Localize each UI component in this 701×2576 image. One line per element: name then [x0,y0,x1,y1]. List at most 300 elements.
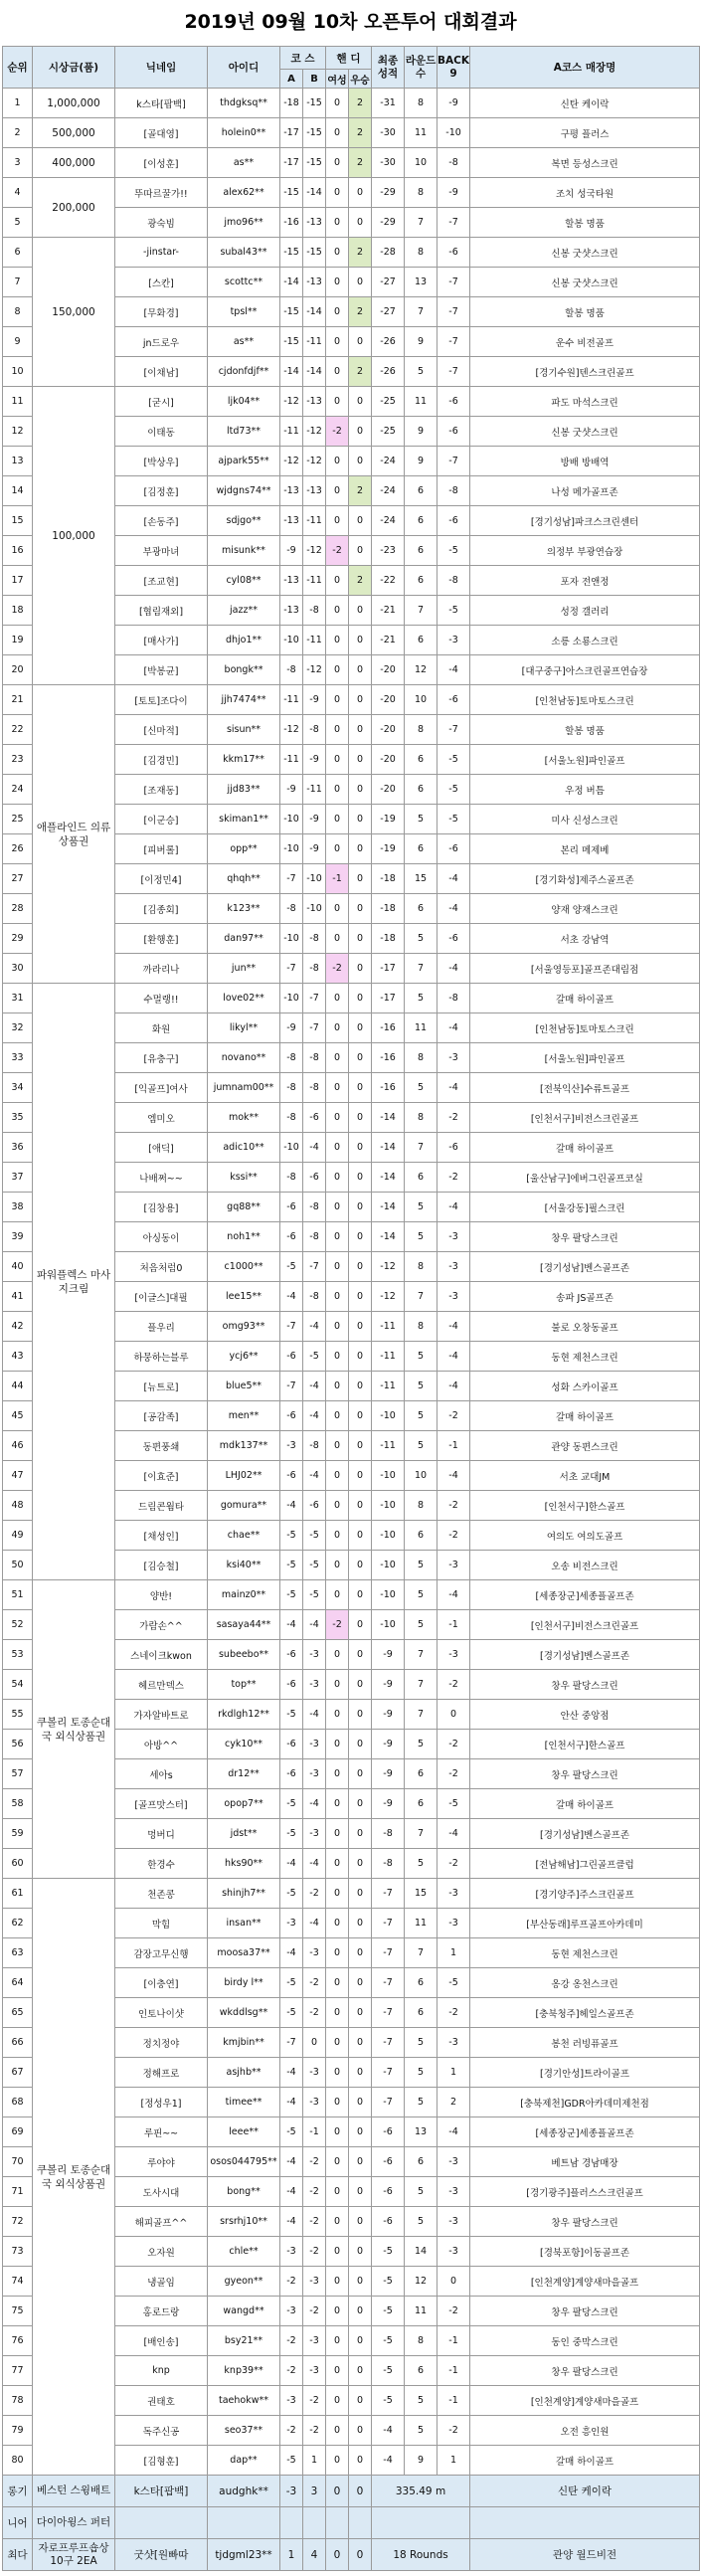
hc-winner-cell: 0 [349,715,372,745]
award-prize: 베스턴 스윙배트 [33,2476,115,2507]
hc-female-cell: 0 [326,1461,349,1491]
hc-winner-cell: 0 [349,1551,372,1580]
course-b-cell: -11 [303,626,326,655]
award-hc-female: 0 [326,2539,349,2571]
table-row [3,685,700,715]
venue-cell: [전남해남]그린골프클럽 [470,1849,700,1879]
hc-winner-cell: 0 [349,2058,372,2088]
back9-cell: -3 [438,626,470,655]
rank-cell: 5 [3,208,33,238]
venue-cell: [세종장군]세종플골프존 [470,1580,700,1610]
rank-cell: 1 [3,89,33,118]
rounds-cell: 7 [405,208,438,238]
venue-cell: [경기성남]벤스골프존 [470,1252,700,1282]
hc-female-cell: 0 [326,1491,349,1521]
rounds-cell: 10 [405,1461,438,1491]
prize-cell: 1,000,000 [33,89,115,118]
nickname-cell: 홍로드랑 [115,2297,208,2326]
course-a-cell: -5 [280,1879,303,1909]
venue-cell: 관양 동편스크린 [470,1431,700,1461]
final-cell: -27 [372,297,405,327]
header-final: 최종 성적 [372,47,405,89]
rounds-cell: 8 [405,89,438,118]
hc-female-cell: 0 [326,1103,349,1133]
hc-winner-cell: 0 [349,1491,372,1521]
venue-cell: 갈매 하이골프 [470,984,700,1013]
course-b-cell: -15 [303,148,326,178]
page-title: 2019년 09월 10차 오픈투어 대회결과 [184,11,517,33]
rank-cell: 68 [3,2088,33,2117]
back9-cell: -2 [438,1998,470,2028]
final-cell: -17 [372,984,405,1013]
hc-female-cell: 0 [326,1580,349,1610]
table-row [3,148,700,178]
back9-cell: -8 [438,476,470,506]
hc-female-cell: 0 [326,2326,349,2356]
rounds-cell: 8 [405,178,438,208]
award-prize: 자로프루프숍상 10구 2EA [33,2539,115,2571]
hc-female-cell: 0 [326,1252,349,1282]
final-cell: -10 [372,1521,405,1551]
award-course-a: -3 [280,2476,303,2507]
nickname-cell: 루야야 [115,2147,208,2177]
venue-cell: [부산동래]루프골프아카데미 [470,1909,700,1938]
venue-cell: 신봉 굿샷스크린 [470,238,700,268]
rank-cell: 32 [3,1013,33,1043]
hc-female-cell: 0 [326,626,349,655]
back9-cell: -1 [438,1431,470,1461]
nickname-cell: [골대영] [115,118,208,148]
hc-female-cell: 0 [326,805,349,834]
course-b-cell: -8 [303,1193,326,1222]
course-a-cell: -10 [280,626,303,655]
hc-female-cell: 0 [326,506,349,536]
back9-cell: 1 [438,1938,470,1968]
nickname-cell: [김경민] [115,745,208,775]
id-cell: ycj6** [208,1342,280,1372]
nickname-cell: [김창용] [115,1193,208,1222]
course-a-cell: -15 [280,297,303,327]
final-cell: -7 [372,1938,405,1968]
award-hc-winner: 0 [349,2539,372,2571]
back9-cell: -4 [438,1342,470,1372]
id-cell: chae** [208,1521,280,1551]
rank-cell: 36 [3,1133,33,1163]
header-course: 코 스 [280,47,326,70]
back9-cell: -4 [438,1580,470,1610]
award-id: tjdgml23** [208,2539,280,2571]
final-cell: -5 [372,2386,405,2416]
hc-female-cell: 0 [326,1998,349,2028]
venue-cell: [경북포항]이동골프존 [470,2237,700,2267]
course-b-cell: -3 [303,1730,326,1759]
rounds-cell: 6 [405,1968,438,1998]
course-a-cell: -11 [280,685,303,715]
hc-female-cell: 0 [326,1312,349,1342]
hc-winner-cell: 0 [349,834,372,864]
rank-cell: 20 [3,655,33,685]
hc-female-cell: -2 [326,1610,349,1640]
award-venue: 관양 월드비전 [470,2539,700,2571]
rank-cell: 65 [3,1998,33,2028]
course-b-cell: -3 [303,2267,326,2297]
award-id: audghk** [208,2476,280,2507]
nickname-cell: [이충연] [115,1968,208,1998]
rounds-cell: 5 [405,1730,438,1759]
header-rounds: 라운드 수 [405,47,438,89]
rounds-cell: 6 [405,1759,438,1789]
hc-female-cell: 0 [326,297,349,327]
rank-cell: 44 [3,1372,33,1401]
back9-cell: -7 [438,447,470,476]
rank-cell: 17 [3,566,33,596]
hc-winner-cell: 0 [349,924,372,954]
rounds-cell: 6 [405,2147,438,2177]
award-row-longest [3,2476,700,2507]
id-cell: seo37** [208,2416,280,2446]
back9-cell: -4 [438,1461,470,1491]
back9-cell: -4 [438,1312,470,1342]
final-cell: -30 [372,118,405,148]
rank-cell: 50 [3,1551,33,1580]
final-cell: -4 [372,2416,405,2446]
back9-cell: -2 [438,1849,470,1879]
course-b-cell: -8 [303,1073,326,1103]
hc-female-cell: 0 [326,1163,349,1193]
venue-cell: 갈매 하이골프 [470,2446,700,2476]
course-b-cell: -3 [303,1759,326,1789]
course-a-cell: -3 [280,1909,303,1938]
award-result: 335.49 m [372,2476,470,2507]
final-cell: -19 [372,834,405,864]
back9-cell: 1 [438,2446,470,2476]
rank-cell: 4 [3,178,33,208]
nickname-cell: 화원 [115,1013,208,1043]
nickname-cell: [뉴트로] [115,1372,208,1401]
back9-cell: -4 [438,1193,470,1222]
hc-female-cell: 0 [326,357,349,387]
hc-winner-cell: 0 [349,1431,372,1461]
rank-cell: 75 [3,2297,33,2326]
course-a-cell: -6 [280,1461,303,1491]
rank-cell: 28 [3,894,33,924]
nickname-cell: -jinstar- [115,238,208,268]
award-venue [470,2507,700,2539]
course-b-cell: -12 [303,417,326,447]
id-cell: jmo96** [208,208,280,238]
award-course-a [280,2507,303,2539]
id-cell: mainz0** [208,1580,280,1610]
hc-female-cell: 0 [326,2058,349,2088]
id-cell: jjd83** [208,775,280,805]
course-b-cell: -4 [303,1610,326,1640]
id-cell: subal43** [208,238,280,268]
header-back9: BACK 9 [438,47,470,89]
back9-cell: -8 [438,566,470,596]
id-cell: omg93** [208,1312,280,1342]
hc-female-cell: 0 [326,566,349,596]
final-cell: -20 [372,715,405,745]
course-a-cell: -12 [280,387,303,417]
rounds-cell: 8 [405,1043,438,1073]
id-cell: ljk04** [208,387,280,417]
final-cell: -9 [372,1670,405,1700]
course-b-cell: -9 [303,745,326,775]
venue-cell: 성정 갤러리 [470,596,700,626]
venue-cell: [인천서구]비전스크린골프 [470,1610,700,1640]
id-cell: dan97** [208,924,280,954]
id-cell: noh1** [208,1222,280,1252]
course-a-cell: -15 [280,238,303,268]
rank-cell: 64 [3,1968,33,1998]
hc-winner-cell: 2 [349,89,372,118]
rounds-cell: 5 [405,2088,438,2117]
table-row [3,387,700,417]
nickname-cell: 이태동 [115,417,208,447]
hc-female-cell: 0 [326,1282,349,1312]
id-cell: likyl** [208,1013,280,1043]
hc-winner-cell: 0 [349,1401,372,1431]
hc-female-cell: 0 [326,1879,349,1909]
nickname-cell: 인토나이샷 [115,1998,208,2028]
course-a-cell: -5 [280,1968,303,1998]
course-a-cell: -10 [280,924,303,954]
rounds-cell: 5 [405,1610,438,1640]
course-b-cell: -6 [303,1163,326,1193]
venue-cell: 안산 중앙점 [470,1700,700,1730]
rounds-cell: 6 [405,745,438,775]
hc-female-cell: 0 [326,1909,349,1938]
id-cell: alex62** [208,178,280,208]
back9-cell: -4 [438,2117,470,2147]
course-a-cell: -6 [280,1342,303,1372]
course-a-cell: -18 [280,89,303,118]
award-hc-winner [349,2507,372,2539]
header-hc-female: 여성 [326,70,349,89]
hc-female-cell: 0 [326,894,349,924]
course-a-cell: -14 [280,268,303,297]
award-nickname: k스타[팝백] [115,2476,208,2507]
course-b-cell: -2 [303,2237,326,2267]
award-prize: 다이아윙스 퍼터 [33,2507,115,2539]
hc-female-cell: 0 [326,834,349,864]
course-a-cell: -5 [280,1521,303,1551]
hc-female-cell: 0 [326,655,349,685]
award-course-a: 1 [280,2539,303,2571]
nickname-cell: [익골프]여사 [115,1073,208,1103]
back9-cell: -4 [438,655,470,685]
hc-winner-cell: 0 [349,626,372,655]
award-row-most [3,2539,700,2571]
course-b-cell: -8 [303,924,326,954]
course-b-cell: -6 [303,1491,326,1521]
hc-female-cell: 0 [326,685,349,715]
rounds-cell: 5 [405,2386,438,2416]
final-cell: -12 [372,1282,405,1312]
back9-cell: -5 [438,805,470,834]
back9-cell: -7 [438,357,470,387]
final-cell: -30 [372,148,405,178]
rounds-cell: 7 [405,954,438,984]
rounds-cell: 5 [405,984,438,1013]
final-cell: -5 [372,2356,405,2386]
hc-winner-cell: 0 [349,1909,372,1938]
prize-cell: 150,000 [33,238,115,387]
hc-winner-cell: 0 [349,1759,372,1789]
nickname-cell: 엠미오 [115,1103,208,1133]
award-course-b: 4 [303,2539,326,2571]
course-b-cell: -4 [303,1700,326,1730]
course-a-cell: -8 [280,655,303,685]
hc-female-cell: 0 [326,924,349,954]
table-header [3,47,700,89]
prize-cell: 쿠볼리 토종순대국 외식상품권 [33,1879,115,2476]
hc-female-cell: 0 [326,1819,349,1849]
id-cell: ksi40** [208,1551,280,1580]
final-cell: -26 [372,327,405,357]
id-cell: kkm17** [208,745,280,775]
hc-winner-cell: 0 [349,984,372,1013]
hc-winner-cell: 0 [349,775,372,805]
nickname-cell: [손동주] [115,506,208,536]
final-cell: -23 [372,536,405,566]
nickname-cell: [무화경] [115,297,208,327]
table-row [3,1580,700,1610]
course-b-cell: 0 [303,2028,326,2058]
course-b-cell: -9 [303,805,326,834]
id-cell: wangd** [208,2297,280,2326]
award-nickname [115,2507,208,2539]
final-cell: -10 [372,1610,405,1640]
course-a-cell: -10 [280,834,303,864]
id-cell: sasaya44** [208,1610,280,1640]
hc-winner-cell: 0 [349,2297,372,2326]
rank-cell: 8 [3,297,33,327]
venue-cell: [경기광주]플러스스크린골프 [470,2177,700,2207]
course-b-cell: -10 [303,864,326,894]
hc-female-cell: 0 [326,2207,349,2237]
final-cell: -20 [372,745,405,775]
id-cell: as** [208,148,280,178]
nickname-cell: [이정민4] [115,864,208,894]
venue-cell: [인천남동]토마토스크린 [470,685,700,715]
course-a-cell: -4 [280,2058,303,2088]
rank-cell: 9 [3,327,33,357]
back9-cell: -6 [438,924,470,954]
hc-winner-cell: 0 [349,655,372,685]
course-a-cell: -5 [280,1998,303,2028]
venue-cell: 베트남 경남매장 [470,2147,700,2177]
id-cell: shinjh7** [208,1879,280,1909]
venue-cell: 갈매 하이골프 [470,1401,700,1431]
course-b-cell: -1 [303,2117,326,2147]
rounds-cell: 5 [405,1551,438,1580]
rounds-cell: 8 [405,1491,438,1521]
final-cell: -6 [372,2147,405,2177]
course-a-cell: -7 [280,864,303,894]
back9-cell: -7 [438,327,470,357]
nickname-cell: [공감족] [115,1401,208,1431]
final-cell: -7 [372,2028,405,2058]
venue-cell: 의정부 부광연습장 [470,536,700,566]
rank-cell: 55 [3,1700,33,1730]
final-cell: -24 [372,447,405,476]
award-result: 18 Rounds [372,2539,470,2571]
venue-cell: 동현 제천스크린 [470,1938,700,1968]
hc-winner-cell: 0 [349,1103,372,1133]
final-cell: -7 [372,1968,405,1998]
id-cell: moosa37** [208,1938,280,1968]
back9-cell: -1 [438,2386,470,2416]
course-b-cell: -5 [303,1580,326,1610]
hc-female-cell: -2 [326,417,349,447]
nickname-cell: jn드로우 [115,327,208,357]
course-a-cell: -11 [280,745,303,775]
hc-female-cell: 0 [326,447,349,476]
final-cell: -5 [372,2267,405,2297]
final-cell: -7 [372,1909,405,1938]
venue-cell: 소릉 소룡스크린 [470,626,700,655]
final-cell: -14 [372,1133,405,1163]
course-b-cell: -8 [303,1282,326,1312]
course-a-cell: -9 [280,1013,303,1043]
back9-cell: -1 [438,2356,470,2386]
rounds-cell: 13 [405,2117,438,2147]
nickname-cell: 양반! [115,1580,208,1610]
final-cell: -20 [372,655,405,685]
rounds-cell: 6 [405,1998,438,2028]
venue-cell: [충북제천]GDR아카데미제천점 [470,2088,700,2117]
hc-female-cell: 0 [326,2177,349,2207]
rank-cell: 80 [3,2446,33,2476]
rounds-cell: 5 [405,2177,438,2207]
venue-cell: 나성 메가골프존 [470,476,700,506]
rank-cell: 66 [3,2028,33,2058]
course-a-cell: -6 [280,1730,303,1759]
course-b-cell: -13 [303,208,326,238]
rank-cell: 70 [3,2147,33,2177]
hc-female-cell: 0 [326,2028,349,2058]
rank-cell: 41 [3,1282,33,1312]
venue-cell: 여의도 여의도골프 [470,1521,700,1551]
id-cell: jazz** [208,596,280,626]
nickname-cell: 처음처럼0 [115,1252,208,1282]
nickname-cell: [이효준] [115,1461,208,1491]
rank-cell: 31 [3,984,33,1013]
course-b-cell: -12 [303,447,326,476]
venue-cell: 신봉 굿샷스크린 [470,268,700,297]
course-b-cell: -2 [303,2147,326,2177]
nickname-cell: 가자알바트로 [115,1700,208,1730]
rank-cell: 67 [3,2058,33,2088]
nickname-cell: [조교현] [115,566,208,596]
id-cell: mok** [208,1103,280,1133]
award-hc-winner: 0 [349,2476,372,2507]
back9-cell: -3 [438,1879,470,1909]
rank-cell: 53 [3,1640,33,1670]
rank-cell: 73 [3,2237,33,2267]
id-cell: jun** [208,954,280,984]
award-nickname: 굿샷[원빠따 [115,2539,208,2571]
final-cell: -10 [372,1401,405,1431]
nickname-cell: [유충구] [115,1043,208,1073]
nickname-cell: 부광마녀 [115,536,208,566]
rounds-cell: 10 [405,685,438,715]
rounds-cell: 5 [405,1222,438,1252]
course-a-cell: -5 [280,1580,303,1610]
rank-cell: 58 [3,1789,33,1819]
id-cell: love02** [208,984,280,1013]
